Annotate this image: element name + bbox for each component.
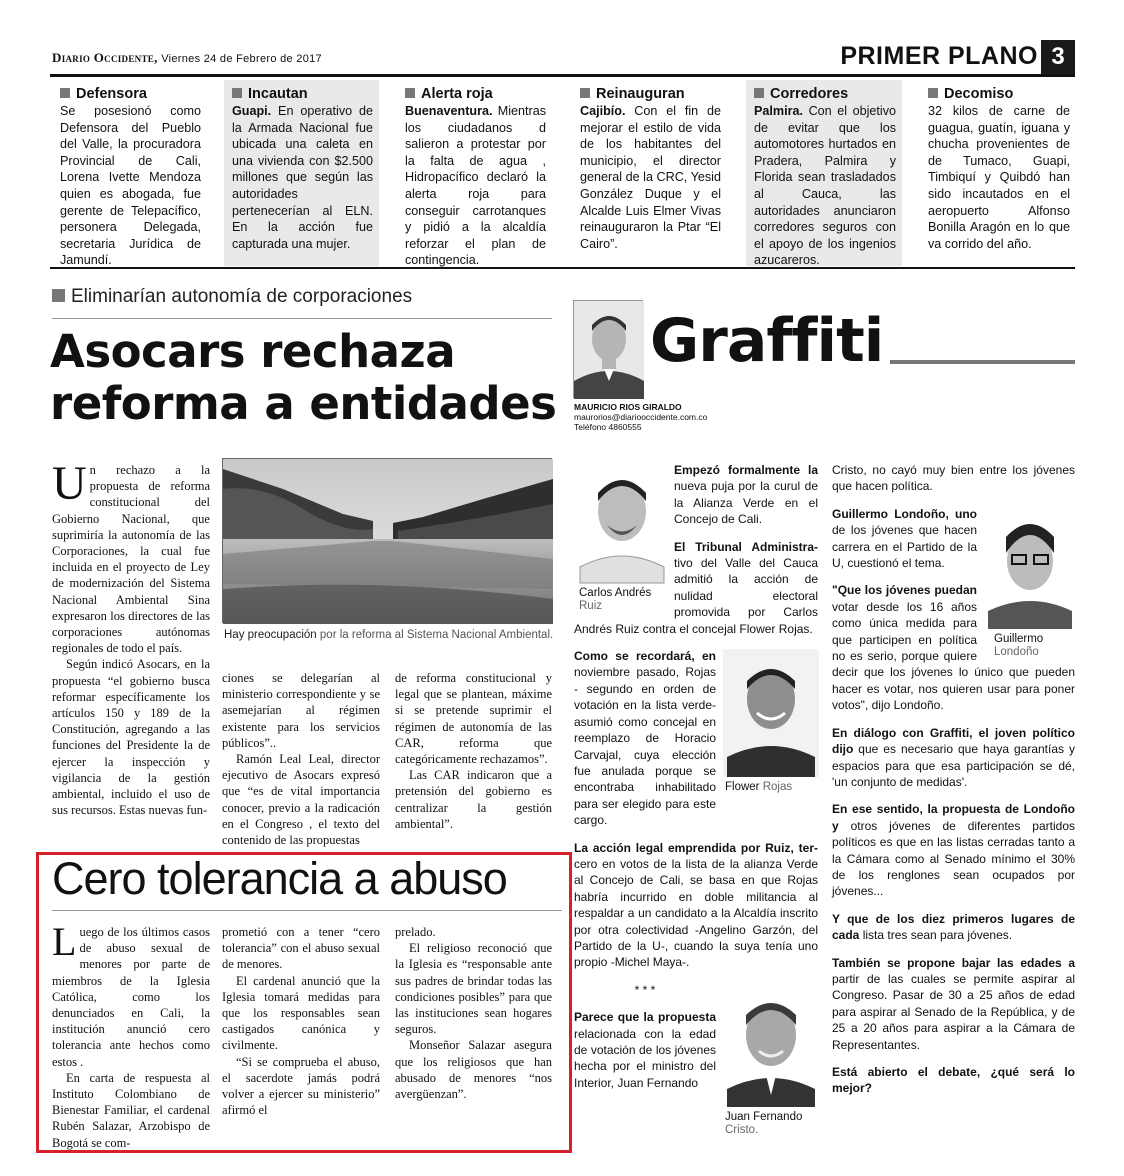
portrait-caption [723, 781, 817, 794]
portrait-caption [575, 587, 667, 613]
brief-lead: Buenaventura. [405, 104, 493, 118]
bullet-square-icon [928, 88, 938, 98]
brief-lead: Cajibío. [580, 104, 626, 118]
person-portrait-icon [723, 649, 819, 777]
person-portrait-icon [575, 463, 669, 583]
bullet-square-icon [60, 88, 70, 98]
paragraph-lead: La acción legal emprendida por Ruiz, ter- [574, 840, 818, 855]
bullet-square-icon [754, 88, 764, 98]
box-column-3 [395, 924, 552, 1102]
article-column-3 [395, 670, 552, 832]
portrait-name: Guillermo [994, 633, 1044, 646]
person-portrait-icon [723, 983, 819, 1107]
caption-lead: Hay preocupación [224, 629, 317, 641]
paragraph: Según indicó Asocars, en la propuesta “el gobierno busca reformar específicamente los artículos 150 y 189 de la Constitución, agregando a las funciones del Presidente la de ejercer la inspección y vigilancia de la gestión ambiental, incluido el uso de sus recursos. Estas nuevas fun- [52, 657, 210, 818]
portrait-name: Juan Fernando [725, 1111, 803, 1124]
graffiti-paragraph [574, 840, 818, 971]
paragraph-text: noviembre pasado, Rojas - segundo en orden de votación en la lista verde- asumió como concejal en reemplazo de Horacio Carvajal, cuya elección fue anulada porque se encontraba inhabilitado para ser elegido para este cargo. [574, 665, 716, 828]
columnist-photo [573, 300, 643, 398]
box-column-2 [222, 924, 380, 1118]
article-column-1 [52, 457, 210, 818]
portrait-name: Flower [725, 781, 760, 794]
portrait-caption [723, 1111, 817, 1137]
brief-title: Corredores [770, 86, 849, 102]
bullet-square-icon [232, 88, 242, 98]
issue-date: Viernes 24 de Febrero de 2017 [161, 53, 322, 65]
paragraph: “Si se comprueba el abuso, el sacerdote jamás podrá volver a ejercer su ministerio” afirmó el [222, 1054, 380, 1118]
portrait-surname: Ruiz [579, 600, 603, 613]
brief-text: Con el objetivo de evitar que los automotores hurtados en Pradera, Palmira y Florida sean trasladados al Cauca, las autoridades anunciaron corredores seguros con el apoyo de los ingenios azucareros. [754, 104, 896, 268]
paragraph-text: de los jóvenes que hacen carrera en el Partido de la U, cuestionó el tema. [832, 523, 977, 571]
portrait-juan-fernando-cristo [722, 982, 818, 1137]
author-phone: Teléfono 4860555 [574, 422, 642, 432]
portrait-surname: Rojas [762, 781, 793, 794]
graffiti-paragraph [832, 725, 1075, 791]
column-title: Graffiti [650, 306, 884, 376]
brief-lead: Guapi. [232, 104, 272, 118]
paragraph: El cardenal anunció que la Iglesia tomará medidas para que los responsables sean castigados canónica y civilmente. [222, 973, 380, 1053]
bullet-square-icon [52, 289, 65, 302]
portrait-flower-rojas [722, 648, 818, 796]
paragraph-lead: En ese sentido, la propuesta de Londoño y [832, 802, 1075, 833]
paragraph-lead: En diálogo con Graffiti, el joven político dijo [832, 725, 1075, 757]
paragraph-text: otros jóvenes de diferentes partidos políticos es que en las listas cerradas tanto a la Cámara como al Senado mínimo el 30% de los renglones sean ocupados por jóvenes... [832, 818, 1075, 899]
columnist-portrait-icon [574, 301, 644, 399]
brief-title: Alerta roja [421, 86, 493, 102]
paragraph: de reforma constitucional y legal que se plantean, máxime si se pretende suprimir el régimen de autonomía de las CAR, reforma que categóricamente rechazamos”. [395, 671, 552, 767]
portrait-caption [984, 633, 1074, 659]
graffiti-paragraph [832, 801, 1075, 899]
brief-text: 32 kilos de carne de guagua, guatín, iguana y chucha provenientes de de Tumaco, Guapi, Timbiquí y Quibdó han sido incautados en el aeropuerto Alfonso Bonilla Aragón en lo que va corrido del año. [928, 104, 1070, 251]
column-title-rule [890, 360, 1075, 364]
paragraph-text: n rechazo a la propuesta de reforma constitucional del Gobierno Nacional, que suprimiría la autonomía de las Corporaciones, la cual fue incluida en el proyecto de Ley de modernización del Sistema Nacional Ambiental Sina expresaron los directores de las corporaciones autónomas regionales de todo el país. [52, 463, 210, 656]
paragraph: Monseñor Salazar asegura que los religiosos que han abusado de menores “nos avergüenzan”. [395, 1038, 552, 1102]
paragraph: prometió con a tener “cero tolerancia” con el abuso sexual de menores. [222, 925, 380, 972]
portrait-carlos-ruiz [574, 462, 668, 612]
paragraph-lead: Empezó formalmente la [674, 463, 818, 477]
brief-text: Con el fin de mejorar el estilo de vida de los habitantes del municipio, el director general de la CRC, Yesid González Duque y el Alcalde Luis Elmer Vivas reinauguraron la Ptar “El Cairo”. [580, 104, 721, 251]
paragraph-text: cero en votos de la lista de la alianza Verde al Concejo de Cali, se basa en que Rojas habría incurrido en doble militancia al respaldar a un candidato a la Alcaldía inscrito por otra colectividad -Angelino Garzón, del Partido de la U-, cuando la suya tenía uno propio -Michel Maya-. [574, 856, 818, 970]
brief-title: Decomiso [944, 86, 1014, 102]
brief-defensora [52, 80, 207, 266]
brief-text: Mientras los ciudadanos d salieron a protestar por la falta de agua , Hidropacífico declaró la alerta roja para conseguir carrotanques y pidió a la alcaldía reforzar el plan de contingencia. [405, 104, 546, 268]
brief-decomiso [920, 80, 1076, 266]
box-title-rule [52, 910, 562, 911]
author-email: maurorios@diariooccidente.com.co [574, 412, 708, 422]
brief-title: Defensora [76, 86, 147, 102]
person-portrait-icon [984, 507, 1076, 629]
graffiti-column-1 [574, 462, 818, 1137]
columnist-byline [574, 402, 707, 432]
paragraph: En carta de respuesta al Instituto Colombiano de Bienestar Familiar, el cardenal Rubén Salazar, Arzobispo de Bogotá se com- [52, 1070, 210, 1150]
graffiti-column-2 [832, 462, 1075, 1108]
bullet-square-icon [580, 88, 590, 98]
paragraph-text: partir de las cuales se permite aspirar al Congreso. Pasar de 30 a 25 años de edad para aspirar al Senado de la República, y de 25 a 20 años para aspirar a la Cámara de Representantes. [832, 971, 1075, 1052]
portrait-surname: Cristo. [725, 1124, 759, 1137]
kicker-text: Eliminarían autonomía de corporaciones [71, 286, 413, 307]
brief-title: Reinauguran [596, 86, 685, 102]
graffiti-paragraph [832, 911, 1075, 944]
page-number: 3 [1041, 40, 1075, 74]
paragraph-lead: También se propone bajar las edades a [832, 955, 1075, 970]
brief-text: Se posesionó como Defensora del Pueblo del Valle, la procuradora Provincial de Cali, Lorena Ivette Mendoza quien es abogada, fue gerente de Telepacífico, personera Delegada, secretaria Jurídica de Jamundí. [60, 104, 201, 268]
separator-stars: * * * [634, 982, 656, 997]
portrait-surname: Londoño [994, 646, 1039, 659]
portrait-name: Carlos Andrés [579, 587, 652, 600]
paragraph [52, 919, 210, 1070]
article-kicker [52, 286, 412, 308]
paragraph-text: relacionada con la edad de votación de los jóvenes hecha por el ministro del Interior, Juan Fernando [574, 1026, 716, 1090]
brief-reinauguran [572, 80, 727, 266]
brief-text: En operativo de la Armada Nacional fue ubicada una caleta en una vivienda con $2.500 millones que según las autoridades pertenecerían al ELN. En la acción fue capturada una mujer. [232, 104, 373, 251]
paragraph: ciones se delegarían al ministerio correspondiente y se asemejarían al régimen existente para los servicios públicos”.. [222, 671, 380, 750]
caption-text: por la reforma al Sistema Nacional Ambiental. [316, 629, 554, 641]
paragraph: Ramón Leal Leal, director ejecutivo de Asocars expresó que “es de vital importancia conocer, previo a la radicación en el Congreso , el texto del contenido de las propuestas [222, 752, 380, 848]
drop-cap: L [52, 919, 77, 964]
paragraph-lead: Guillermo Londoño, uno [832, 506, 977, 521]
section-label: PRIMER PLANO [840, 42, 1038, 70]
portrait-guillermo-londono [983, 506, 1075, 658]
masthead [52, 50, 322, 66]
article-column-2 [222, 670, 380, 848]
header-rule [50, 74, 1075, 77]
river-photo [222, 458, 552, 623]
paragraph-text: que es necesario que haya garantías y espacios para que esa participación se dé, 'un conjunto de medidas'. [832, 742, 1075, 789]
paragraph-text: uego de los últimos casos de abuso sexual de menores por parte de miembros de la Iglesia Católica, como los denunciados en Cali, la institución anunció cero tolerancia ante hechos como estos . [52, 925, 210, 1069]
author-name: MAURICIO RIOS GIRALDO [574, 402, 682, 412]
article-headline: Asocars rechaza reforma a entidades [50, 325, 557, 430]
graffiti-paragraph [832, 955, 1075, 1053]
paragraph-lead: Parece que la propuesta [574, 1010, 716, 1025]
brief-incautan [224, 80, 379, 266]
paragraph-lead: Está abierto el debate, ¿qué será lo mejor? [832, 1065, 1075, 1096]
paragraph-lead: Y que de los diez primeros lugares de cada [832, 911, 1075, 943]
newspaper-name: Diario Occidente, [52, 50, 158, 65]
brief-alerta-roja [397, 80, 552, 266]
paragraph-text: tivo del Valle del Cauca admitió la acción de nulidad electoral promovida por Carlos Andrés Ruiz contra el concejal Flower Rojas. [574, 556, 818, 636]
paragraph [52, 457, 210, 656]
paragraph-lead: Como se recordará, en [574, 649, 716, 664]
drop-cap: U [52, 457, 87, 510]
paragraph: Las CAR indicaron que a pretensión del gobierno es centralizar la gestión ambiental”. [395, 768, 552, 831]
kicker-rule [52, 318, 552, 319]
brief-title: Incautan [248, 86, 308, 102]
paragraph-text: votar desde los 16 años como única medida para que participen en política no es serio, porque quiere decir que los jóvenes lo único que pueden hacer es votar, nos quieren usar para poner votos", dijo Londoño. [832, 599, 1075, 713]
river-photo-image [223, 459, 553, 624]
brief-corredores [746, 80, 902, 266]
paragraph-lead: El Tribunal Administra- [674, 539, 818, 554]
graffiti-paragraph [832, 1064, 1075, 1097]
brief-lead: Palmira. [754, 104, 804, 118]
briefs-rule [50, 267, 1075, 269]
graffiti-paragraph [832, 462, 1075, 495]
photo-caption [224, 629, 554, 642]
bullet-square-icon [405, 88, 415, 98]
paragraph: El religioso reconoció que la Iglesia es “responsable ante sus padres de brindar todas las condiciones posibles” para que las instituciones sean hogares seguros. [395, 941, 552, 1037]
box-column-1 [52, 919, 210, 1151]
paragraph: prelado. [395, 925, 436, 939]
paragraph-text: lista tres sean para jóvenes. [859, 928, 1013, 943]
paragraph-lead: "Que los jóvenes puedan [832, 583, 977, 598]
paragraph-text: nueva puja por la curul de la Alianza Verde en el Concejo de Cali. [674, 479, 818, 527]
paragraph-text: Cristo, no cayó muy bien entre los jóvenes que hacen política. [832, 463, 1075, 494]
box-headline: Cero tolerancia a abuso [52, 853, 507, 904]
